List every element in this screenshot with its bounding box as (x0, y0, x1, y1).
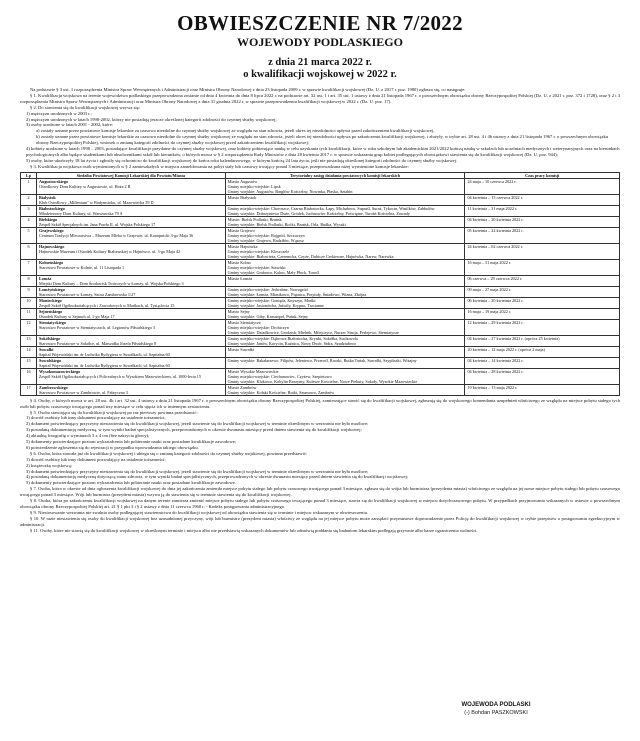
table-row (21, 178, 620, 194)
commission-seat (36, 357, 225, 368)
work-period: 09 maja – 27 maja 2022 r. (465, 286, 620, 297)
paragraph-2: § 2. Do stawienia się do kwalifikacji wojskowej wzywa się: (30, 104, 140, 110)
table-row (21, 286, 620, 297)
work-period: 05 kwietnia – 22 kwietnia 2022 r. (465, 227, 620, 243)
territorial-scope (225, 178, 465, 194)
work-period: 24 maja – 10 czerwca 2022 r. (465, 178, 620, 194)
col-header-lp: Lp (21, 172, 37, 178)
county-name: Łomża (38, 275, 52, 281)
commission-address: Klub Osiedlowy „Millenium" w Białymstoku, ul. Mazowiecka 39 D (38, 199, 154, 205)
paragraph-11: § 11. Osoby, które nie stawią się do kwalifikacji wojskowej w określonym terminie i miejscu albo nie przedstawią wskazanych dokumentów lub odmówią poddania się badaniom lekarskim podlegają grzywnie albo karze ograniczenia wolności. (30, 527, 478, 533)
list-item: 3) osoby urodzone w latach 2001 - 2002, które: (26, 122, 114, 128)
row-number: 15 (21, 357, 37, 368)
work-period: 04 kwietnia – 15 czerwca 2022 r. (465, 194, 620, 205)
commission-address: Szpital Wojewódzki im. dr Ludwika Rydygiera w Suwałkach, ul. Szpitalna 60 (38, 362, 170, 368)
commission-seat (36, 308, 225, 319)
county-name: Suwalskiego (38, 357, 62, 363)
table-row (21, 243, 620, 259)
work-period: 16 maja – 19 maja 2022 r. (465, 308, 620, 319)
list-item: 5) dokumenty potwierdzające poziom wykształcenia lub pobieranie nauki oraz posiadane kwalifikacje zawodowe. (26, 480, 236, 486)
county-name: Białostockiego (38, 205, 65, 211)
commission-address: Centrum Tradycji Mleczarstwa – Muzeum Mleka w Grajewie, ul. Konopnicki 3-go Maja 36 (38, 232, 194, 238)
county-name: Augustowskiego (38, 178, 69, 184)
table-body (21, 178, 620, 395)
territorial-scope (225, 319, 465, 335)
table-row (21, 346, 620, 357)
table-row (21, 368, 620, 384)
col-header-seat: Siedziba Powiatowej Komisji Lekarskiej dla Powiatu/Miasta (36, 172, 225, 178)
work-period: 04 kwietnia – 28 kwietnia 2022 r. (465, 368, 620, 384)
list-item: 1) dowód osobisty lub inny dokument pozwalający na ustalenie tożsamości; (26, 415, 166, 421)
commission-seat (36, 194, 225, 205)
table-row (21, 308, 620, 319)
list-item: 2) mężczyzn urodzonych w latach 1998-2002, którzy nie posiadają jeszcze określonej kategorii zdolności do czynnej służby wojskowej; (26, 116, 277, 122)
paragraph-6: § 6. Osoba, która stawała już do kwalifikacji wojskowej i ubiega się o zmianę kategorii zdolności do czynnej służby wojskowej, powinna przedstawić: (30, 450, 308, 456)
scope-line: Gminy miejsko-wiejskie: Kleszczele (227, 248, 290, 254)
commission-address: Starostwo Powiatowe w Zambrowie, ul. Fabryczna 3 (38, 389, 128, 395)
scope-line: Gminy wiejskie: Grajewo, Radziłów, Wąsosz (227, 237, 304, 243)
list-subitem: a) zostały uznane przez powiatowe komisje lekarskie za czasowo niezdolne do czynnej służby wojskowej ze względu na stan zdrowia, jeżeli okres tej niezdolności upływa przed zakończeniem kwalifikacji wojskowej, (36, 128, 435, 134)
list-item: 6) potwierdzenie zgłoszenia się do rejestracji w przypadku wprowadzania takiego obowiązku. (26, 444, 199, 450)
commission-seat (36, 319, 225, 335)
list-item: 2) dokument potwierdzający przyczyny niestawienia się do kwalifikacji wojskowej, jeżeli stawienie się do kwalifikacji wojskowej w terminie określonym w wezwaniu nie było możliwe; (26, 421, 369, 427)
scope-line: Miasto: Bielsk Podlaski, Brańsk (227, 216, 282, 222)
scope-line: Gminy wiejskie: Dziadkowice, Grodzisk, Mielnik, Milejczyce, Nurzec Stacja, Perlejewo, Siemiatycze (227, 329, 399, 335)
scope-line: Gminy miejsko-wiejskie: Jedwabne, Nowogród (227, 286, 308, 292)
scope-line: Gminy wiejskie: Białowieża, Czeremcha, Czyże, Dubicze Cerkiewne, Hajnówka, Narew, Narewka (227, 253, 394, 259)
scope-line: Gminy wiejskie: Kołaki Kościelne, Rutki, Szumowo, Zambrów (227, 389, 335, 395)
commission-seat (36, 259, 225, 275)
work-period: 11 kwietnia – 31 maja 2022 r. (465, 205, 620, 216)
table-row (21, 335, 620, 346)
commission-seat (36, 227, 225, 243)
scope-line: Gminy wiejskie: Klukowo, Kobylin Borzymy, Kulesze Kościelne, Nowe Piekuty, Sokoły, Wysokie Mazowieckie (227, 378, 418, 384)
list-item: 2) książeczkę wojskową; (26, 462, 72, 468)
table-row (21, 194, 620, 205)
table-header-row (21, 172, 620, 178)
row-number: 8 (21, 275, 37, 286)
county-name: Sejneńskiego (38, 308, 63, 314)
scope-line: Gminy miejsko-wiejskie: Goniądz, Knyszyn, Mońki (227, 297, 316, 303)
scope-line: Miasto Kolno (227, 259, 251, 265)
row-number: 4 (21, 216, 37, 227)
commission-address: Starostwo Powiatowe w Łomży, Szosa Zambrowska 1/27 (38, 291, 136, 297)
county-name: Siemiatyckiego (38, 319, 66, 325)
row-number: 14 (21, 346, 37, 357)
commission-seat (36, 384, 225, 395)
county-name: Zambrowskiego (38, 384, 68, 390)
list-subitem: b) zostały uznane przez powiatowe komisje lekarskie za czasowo niezdolne do czynnej służby wojskowej ze względu na stan zdrowia, jeżeli okres tej niezdolności upływa po zakończeniu kwalifikacji wojskowej, i złożyły, w trybie art. 28 ust. 4 i 4b ustawy z dnia 21 listopada 1967 r. o powszechnym obowiązku obrony Rzeczypospolitej Polskiej, wniosek o zmianę kategorii zdolności do czynnej służby wojskowej przed zakończeniem kwalifikacji wojskowej; (36, 134, 609, 146)
territorial-scope (225, 194, 465, 205)
scope-line: Gminy wiejskie: Dobrzyniewo Duże, Gródek, Juchnowiec Kościelny, Poświętne, Turośń Kościelna, Zawady (227, 210, 410, 216)
county-name: Łomżyńskiego (38, 286, 65, 292)
table-row (21, 275, 620, 286)
county-name: Sokólskiego (38, 335, 61, 341)
document-subject: o kwalifikacji wojskowej w 2022 r. (243, 69, 397, 80)
row-number: 5 (21, 227, 37, 243)
list-item: 4) posiadaną dokumentację medyczną dotyczącą stanu zdrowia, w tym wyniki badań specjalistycznych, przeprowadzonych w okresie dwunastu miesięcy przed dniem stawienia się do kwalifikacji wojskowej; (26, 474, 409, 480)
page-title: OBWIESZCZENIE NR 7/2022 (177, 11, 463, 35)
document-date: z dnia 21 marca 2022 r. (268, 57, 372, 68)
scope-line: Miasto Grajewo (227, 227, 255, 233)
scope-line: Gminy wiejskie: Grabowo, Kolno, Mały Płock, Turośl (227, 269, 319, 275)
territorial-scope (225, 308, 465, 319)
row-number: 10 (21, 297, 37, 308)
scope-line: Miasto Hajnówka (227, 243, 258, 249)
scope-line: Miasto Wysokie Mazowieckie (227, 368, 279, 374)
paragraph-7: § 7. Osoba, która w okresie od dnia ogłoszenia kwalifikacji wojskowej do dnia jej zakończenia zmieniła miejsce pobytu stałego lub pobytu czasowego trwającego ponad 3 miesiące, zgłasza się do wójta lub burmistrza (prezydenta miasta) właściwego ze względu na jej nowe miejsce pobytu stałego lub pobytu czasowego trwającego ponad 3 miesiące. Wójt lub burmistrz (prezydent miasta) wzywa ją do stawienia się w terminie stawienia się do kwalifikacji wojskowej. (20, 486, 620, 498)
row-number: 2 (21, 194, 37, 205)
territorial-scope (225, 384, 465, 395)
scope-line: Gminy miejsko-wiejskie: Rajgród, Szczuczyn (227, 232, 305, 238)
table-row (21, 205, 620, 216)
row-number: 3 (21, 205, 37, 216)
page-subtitle: WOJEWODY PODLASKIEGO (237, 35, 403, 49)
commission-seat (36, 335, 225, 346)
scope-line: Miasto Łomża (227, 275, 252, 281)
county-name: Białystok (38, 194, 56, 200)
commission-table (20, 172, 620, 396)
table-row (21, 319, 620, 335)
county-name: Hajnowskiego (38, 243, 65, 249)
work-period: 12 kwietnia – 29 kwietnia 2022 r. (465, 319, 620, 335)
commission-address: Zespół Szkół Ogólnokształcących i Zawodowych w Mońkach, ul. Tysiąclecia 15 (38, 302, 175, 308)
territorial-scope (225, 216, 465, 227)
paragraph-3: § 3. Kwalifikacja wojskowa osób wymienionych w § 2 zamieszkałych w miejscu zameldowania na pobyt stały lub czasowy trwający ponad 3 miesiące, przeprowadzana niżej wymienione komisje lekarskie: (30, 163, 409, 169)
commission-address: Hajnowskie Muzeum i Ośrodek Kultury Białoruskiej w Hajnówce, ul. 3-go Maja 42 (38, 248, 181, 254)
commission-address: Ośrodkowy Dom Kultury w Augustowie, ul. Hoża 2 B (38, 183, 131, 189)
commission-seat (36, 205, 225, 216)
county-name: Monieckiego (38, 297, 62, 303)
paragraph-10: § 10. W razie niestawienia się osoby do kwalifikacji wojskowej bez uzasadnionej przyczyny, wójt lub burmistrz (prezydent miasta) właściwy ze względu na jej miejsce pobytu może zarządzić przymusowe doprowadzenie przez Policję do kwalifikacji wojskowej w trybie przepisów o postępowaniu egzekucyjnym w administracji. (20, 515, 620, 527)
scope-line: Miasto Augustów (227, 178, 258, 184)
list-item: 4) kobiety urodzone w latach 1998 – 2003, posiadające kwalifikacje przydatne do czynnej służby wojskowej, oraz kobiety pobierające naukę w celu uzyskania tych kwalifikacji, które w roku szkolnym lub akademickim 2021/2022 kończą naukę w szkołach lub uczelniach medycznych i weterynaryjnych oraz na kierunkach psychologicznych albo będące studentkami lub absolwentkami szkół lub kierunków, o których mowa w § 2 rozporządzenia Rady Ministrów z dnia 28 kwietnia 2017 r. w sprawie wskazania grup kobiet podlegających obowiązkowi stawienia się do kwalifikacji wojskowej (Dz. U. poz. 944); (26, 146, 620, 157)
scope-line: Gminy miejsko-wiejskie: Ciechanowiec, Czyżew, Szepietowo (227, 373, 332, 379)
paragraph-4: § 4. Osoby, o których mowa w art. 28 ust. 4b i art. 32 ust. 4 ustawy z dnia 21 listopada 1967 r. o powszechnym obowiązku obrony Rzeczypospolitej Polskiej, zamierzające stawić się do kwalifikacji wojskowej, zgłaszają się do wojskowego komendanta uzupełnień właściwego ze względu na miejsce pobytu stałego tych osób lub pobytu czasowego trwającego ponad trzy miesiące w celu ujęcia ich w imiennym zestawieniu. (20, 397, 620, 409)
territorial-scope (225, 259, 465, 275)
row-number: 13 (21, 335, 37, 346)
legal-basis: Na podstawie § 3 ust. 1 rozporządzenia Ministra Spraw Wewnętrznych i Administracji oraz Ministra Obrony Narodowej z dnia 23 listopada 2009 r. w sprawie kwalifikacji wojskowej (Dz. U. z 2017 r. poz. 1980) ogłasza się, co następuje: (30, 87, 466, 92)
work-period: 04 kwietnia – 20 kwietnia 2022 r. (465, 216, 620, 227)
territorial-scope (225, 346, 465, 357)
list-item: 1) mężczyzn urodzonych w 2003 r.; (26, 110, 92, 116)
paragraph-9: § 9. Niestosowanie wezwania nie zwalnia osoby podlegającej stawiennictwu do kwalifikacji wojskowej od obowiązku stawienia się w terminie i miejscu wskazanym w obwieszczeniu. (30, 509, 369, 515)
commission-address: Ośrodek Kultury w Sejnach ul. 1-go Maja 17 (38, 313, 115, 319)
scope-line: Gminy wiejskie: Jasionówka, Jaświły, Krypno, Trzcianne (227, 302, 324, 308)
work-period: 06 kwietnia – 20 kwietnia 2022 r. (465, 297, 620, 308)
list-item: 1) dowód osobisty lub inny dokument pozwalający na ustalenie tożsamości; (26, 456, 166, 462)
commission-seat (36, 286, 225, 297)
work-period: 24 kwietnia – 02 czerwca 2022 r. (465, 243, 620, 259)
territorial-scope (225, 368, 465, 384)
row-number: 7 (21, 259, 37, 275)
work-period: 19 kwietnia – 13 maja 2022 r. (465, 384, 620, 395)
county-name: Kolneńskiego (38, 259, 64, 265)
list-item: 4) aktualną fotografię o wymiarach 3 x 4 cm (bez nakrycia głowy); (26, 433, 150, 439)
row-number: 12 (21, 319, 37, 335)
commission-seat (36, 178, 225, 194)
territorial-scope (225, 227, 465, 243)
scope-line: Miasto Suwałki (227, 346, 255, 352)
paragraph-6-list (20, 457, 620, 487)
scope-line: Gminy miejsko-wiejskie: Dąbrowa Białostocka, Krynki, Sokółka, Suchowola (227, 335, 358, 341)
commission-address: Zespół Szkół Ogólnokształcących i Policealnych w Wysokiem Mazowieckiem, ul. 1000-lecia 15 (38, 373, 201, 379)
scope-line: Gminy wiejskie: Łomża, Miastkowo, Piątnica, Przytuły, Śniadowo, Wizna, Zbójna (227, 291, 367, 297)
row-number: 11 (21, 308, 37, 319)
commission-address: Miejski Dom Kultury – Dom Środowisk Twórczych w Łomży, ul. Wojska Polskiego 3 (38, 280, 184, 286)
table-row (21, 216, 620, 227)
commission-seat (36, 368, 225, 384)
commission-address: Starostwo Powiatowe w Siemiatyczach, ul. Legionów Piłsudskiego 3 (38, 324, 155, 330)
table-row (21, 259, 620, 275)
table-row (21, 384, 620, 395)
commission-seat (36, 346, 225, 357)
scope-line: Gminy miejsko-wiejskie: Drohiczyn (227, 324, 289, 330)
row-number: 1 (21, 178, 37, 194)
commission-seat (36, 275, 225, 286)
county-name: Grajewskiego (38, 227, 64, 233)
paragraph-1: § 1. Kwalifikacja wojskowa na terenie województwa podlaskiego przeprowadzona zostanie od dnia 4 kwietnia do dnia 8 lipca 2022 r. na podstawie art. 32 ust. 1 i art. 35 ust. 1 ustawy z dnia 21 listopada 1967 r. o powszechnym obowiązku obrony Rzeczypospolitej Polskiej (Dz. U. z 2021 r. poz. 372 i 1728), oraz § 2 i 3 rozporządzenia Ministra Spraw Wewnętrznych i Administracji oraz Ministra Obrony Narodowej z dnia 31 grudnia 2022 r. w sprawie przeprowadzenia kwalifikacji wojskowej w 2022 r. (Dz. U. poz. 17). (20, 92, 620, 104)
territorial-scope (225, 335, 465, 346)
work-period: 04 kwietnia – 27 kwietnia 2022 r. (oprócz 25 kwietnia) (465, 335, 620, 346)
col-header-term: Czas pracy komisji (465, 172, 620, 178)
county-name: Wysokomazowieckiego (38, 368, 81, 374)
territorial-scope (225, 243, 465, 259)
row-number: 16 (21, 368, 37, 384)
row-number: 17 (21, 384, 37, 395)
paragraph-8: § 8. Osoba, która po zakończeniu kwalifikacji wojskowej na danym terenie zamierza zmienić miejsce pobytu stałego lub pobytu czasowego trwającego ponad 3 miesiące, stawia się do kwalifikacji wojskowej w miejscu dotychczasowego pobytu. W przypadkach przyjmowania wskazanych w ustawie o powszechnym obowiązku obrony Rzeczypospolitej Polskiej art. 21 § 1 pkt 3 i § 2 ustawy z dnia 11 czerwca 1960 r. - Kodeks postępowania administracyjnego. (20, 498, 620, 509)
list-item: 5) osoby, które ukończyły 18 lat życia i zgłosiły się ochotniczo do kwalifikacji wojskowej do końca roku kalendarzowego, w którym kończą 24 lata życia, jeśli nie posiadają określonej kategorii zdolności do czynnej służby wojskowej. (26, 157, 458, 163)
commission-address: Młodzieżowy Dom Kultury, ul. Warszawska 79 A (38, 210, 123, 216)
table-row (21, 297, 620, 308)
work-period: 06 czerwca – 29 czerwca 2022 r. (465, 275, 620, 286)
commission-address: Zespół Szkół Specjalnych im. Jana Pawła II, ul. Wojska Polskiego 17 (38, 221, 156, 227)
territorial-scope (225, 275, 465, 286)
commission-address: Starostwo Powiatowe w Kolnie, ul. 11 Listopada 1 (38, 264, 125, 270)
territorial-scope (225, 297, 465, 308)
scope-line: Gminy wiejskie: Bakałarzewo, Filipów, Jeleniewo, Przerośl, Raczki, Rutka Tartak, Suwałki, Szypliszki, Wiżajny (227, 357, 417, 363)
work-period: 16 maja – 31 maja 2022 r. (465, 259, 620, 275)
scope-line: Gminy wiejskie: Bielsk Podlaski, Boćki, Brańsk, Orla, Rudka, Wyszki (227, 221, 346, 227)
scope-line: Miasto Białystok (227, 194, 257, 200)
list-item: 3) dokument potwierdzający przyczyny niestawienia się do kwalifikacji wojskowej, jeżeli stawienie się do kwalifikacji wojskowej w terminie określonym w wezwaniu nie było możliwe; (26, 468, 369, 474)
commission-seat (36, 216, 225, 227)
territorial-scope (225, 286, 465, 297)
scope-line: Gminy wiejskie: Augustów, Bargłów Kościelny, Nowinka, Płaska, Sztabin (227, 188, 353, 194)
scope-line: Miasto Zambrów (227, 384, 257, 390)
scope-line: Gminy miejsko-wiejskie: Stawiski (227, 264, 286, 270)
row-number: 6 (21, 243, 37, 259)
commission-address: Szpital Wojewódzki im. dr Ludwika Rydygiera w Suwałkach, ul. Szpitalna 60 (38, 351, 170, 357)
table-row (21, 227, 620, 243)
scope-line: Gminy miejsko-wiejskie: Lipsk (227, 183, 281, 189)
list-item: 5) dokumenty potwierdzające poziom wykształcenia lub pobieranie nauki oraz posiadane kwalifikacje zawodowe; (26, 439, 237, 445)
scope-line: Gminy wiejskie: Janów, Korycin, Kuźnica, Nowy Dwór, Sidra, Szudziałowo (227, 340, 357, 346)
scope-line: Gminy miejsko-wiejskie: Choroszcz, Czarna Białostocka, Łapy, Michałowo, Supraśl, Suraż, Tykocin, Wasilków, Zabłudów (227, 205, 435, 211)
commission-address: Starostwo Powiatowe w Sokółce, ul. Marszałka Józefa Piłsudskiego 8 (38, 340, 157, 346)
signatory-title: WOJEWODA PODLASKI (461, 702, 531, 708)
scope-line: Miasto Siemiatycze (227, 319, 261, 325)
work-period: 20 kwietnia – 12 maja 2022 r. (oprócz 2 maja) (465, 346, 620, 357)
table-row (21, 357, 620, 368)
signatory-name: (-) Bohdan PASZKOWSKI (464, 710, 528, 716)
scope-line: Miasto Sejny (227, 308, 250, 314)
paragraph-5-list (20, 415, 620, 450)
county-name: Bielskiego (38, 216, 58, 222)
territorial-scope (225, 205, 465, 216)
col-header-area: Terytorialny zasięg działania powiatowych komisji lekarskich (225, 172, 465, 178)
paragraph-5: § 5. Osoba stawiająca się do kwalifikacji wojskowej po raz pierwszy powinna przedstawić: (30, 409, 198, 415)
row-number: 9 (21, 286, 37, 297)
work-period: 04 kwietnia – 14 kwietnia 2022 r. (465, 357, 620, 368)
list-item: 3) posiadaną dokumentację medyczną, w tym wyniki badań specjalistycznych, przeprowadzonych w okresie dwunastu miesięcy przed dniem stawienia się do kwalifikacji wojskowej; (26, 427, 362, 433)
commission-seat (36, 243, 225, 259)
scope-line: Gminy wiejskie: Giby, Krasnopol, Puńsk, Sejny (227, 313, 309, 319)
county-name: Suwałki (38, 346, 54, 352)
signature-block (426, 701, 566, 717)
territorial-scope (225, 357, 465, 368)
commission-seat (36, 297, 225, 308)
